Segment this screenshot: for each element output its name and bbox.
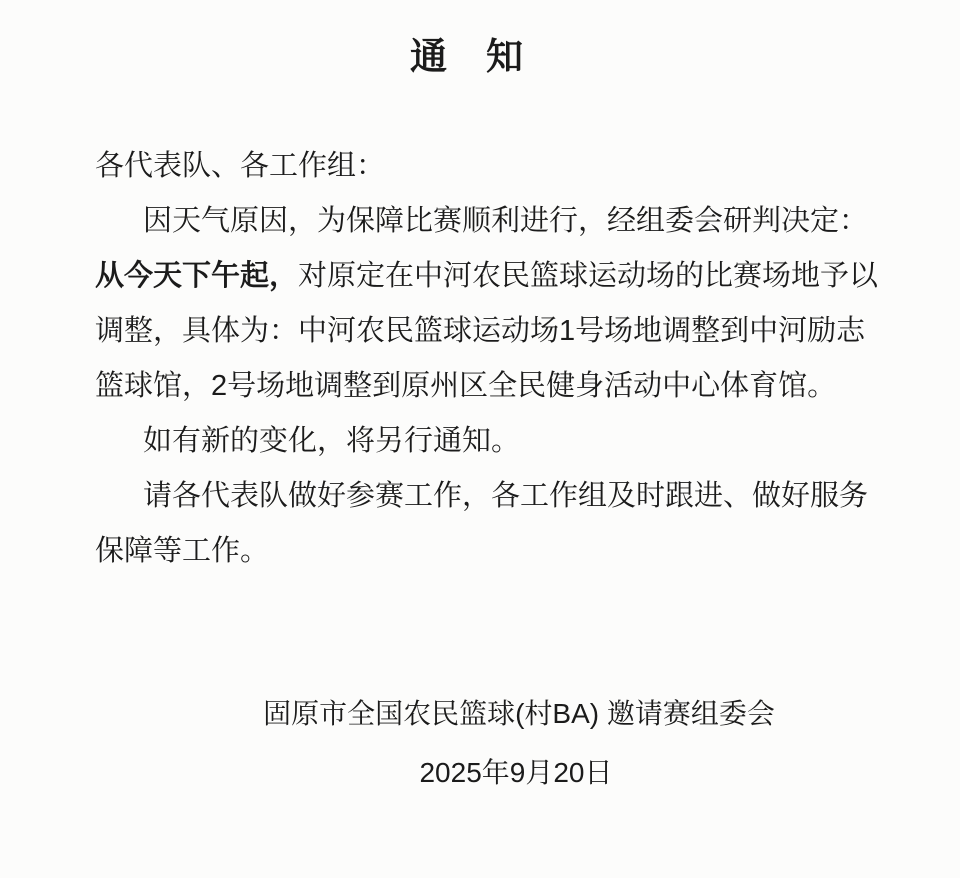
signature-organizing-committee: 固原市全国农民篮球(村BA) 邀请赛组委会 [263,698,775,729]
paragraph1-line2 [95,249,879,304]
salutation: 各代表队、各工作组： [95,150,386,182]
paragraph1-line3: 调整，具体为：中河农民篮球运动场1号场地调整到中河励志 [95,315,866,347]
paragraph1-line4: 篮球馆，2号场地调整到原州区全民健身活动中心体育馆。 [95,370,837,402]
paragraph3-line1: 请各代表队做好参赛工作，各工作组及时跟进、做好服务 [143,480,869,512]
notice-title: 通 知 [410,36,524,77]
paragraph1-line2-rest: 对原定在中河农民篮球运动场的比赛场地予以 [298,260,879,292]
emphasis-from-this-afternoon: 从今天下午起， [95,260,299,292]
paragraph1-line1: 因天气原因，为保障比赛顺利进行，经组委会研判决定： [143,205,869,237]
notice-date: 2025年9月20日 [419,757,613,788]
notice-body [95,139,879,579]
paragraph3-line2: 保障等工作。 [95,535,270,567]
paragraph2: 如有新的变化，将另行通知。 [143,425,521,457]
